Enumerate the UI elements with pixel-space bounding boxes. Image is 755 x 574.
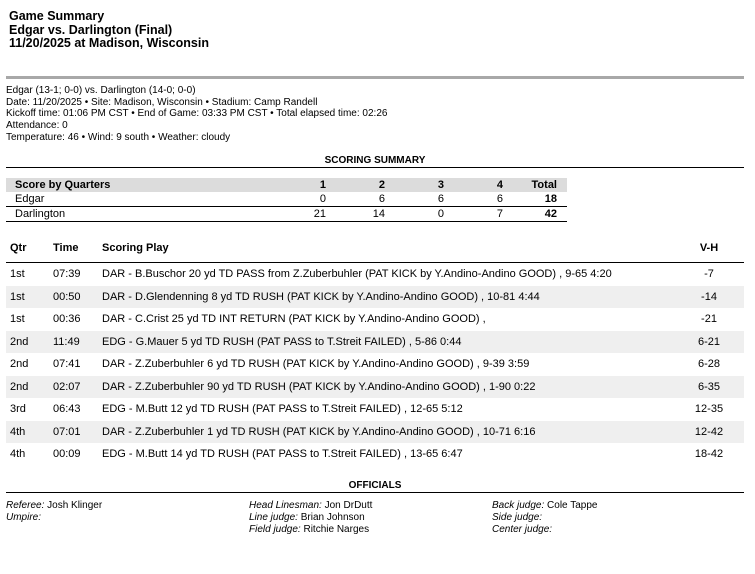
officials-title: OFFICIALS xyxy=(348,480,402,491)
play-score: 6-28 xyxy=(697,358,721,371)
date-location: 11/20/2025 at Madison, Wisconsin xyxy=(9,36,209,50)
col-header-play: Scoring Play xyxy=(102,239,674,263)
official-entry: Side judge: xyxy=(492,512,543,523)
header-divider xyxy=(6,76,744,79)
report-title: Game Summary xyxy=(9,9,105,23)
scoring-play-row xyxy=(6,398,744,421)
scoring-play-row xyxy=(6,421,744,444)
play-score: 12-42 xyxy=(674,421,744,444)
team-name: Edgar xyxy=(15,193,45,205)
weather: Temperature: 46 • Wind: 9 south • Weather: cloudy xyxy=(6,131,231,143)
attendance: Attendance: 0 xyxy=(6,120,68,132)
total-score: 18 xyxy=(544,193,557,205)
plays-header-row xyxy=(6,239,744,263)
quarter-score: 6 xyxy=(496,193,503,205)
play-score: 6-21 xyxy=(674,331,744,354)
official-entry: Field judge: Ritchie Narges xyxy=(249,524,370,535)
scoring-play-row xyxy=(6,353,744,376)
play-time: 06:43 xyxy=(53,403,81,416)
officials-column-1 xyxy=(6,500,102,524)
quarter-score: 7 xyxy=(496,208,503,220)
play-time: 00:09 xyxy=(53,448,81,461)
play-score: 18-42 xyxy=(694,448,724,461)
play-description: DAR - Z.Zuberbuhler 90 yd TD RUSH (PAT KICK by Y.Andino-Andino GOOD) , 1-90 0:22 xyxy=(102,376,674,399)
play-time: 07:41 xyxy=(53,358,81,371)
quarter-score: 21 xyxy=(313,208,326,220)
play-description: DAR - D.Glendenning 8 yd TD RUSH (PAT KICK by Y.Andino-Andino GOOD) , 10-81 4:44 xyxy=(102,286,674,309)
date-site: Date: 11/20/2025 • Site: Madison, Wisconsin • Stadium: Camp Randell xyxy=(6,96,318,108)
quarter-score: 6 xyxy=(437,193,444,205)
quarter-header-2: 2 xyxy=(378,179,385,191)
quarter-score: 6 xyxy=(378,193,385,205)
scoring-play-row xyxy=(6,443,744,466)
play-description: DAR - C.Crist 25 yd TD INT RETURN (PAT KICK by Y.Andino-Andino GOOD) , xyxy=(102,313,486,326)
play-quarter: 4th xyxy=(6,421,53,444)
official-entry: Center judge: xyxy=(492,524,553,535)
score-by-quarters-table xyxy=(6,178,567,222)
quarters-header-row xyxy=(6,178,567,192)
quarter-header-total: Total xyxy=(531,179,557,191)
play-quarter: 2nd xyxy=(6,331,53,354)
play-score: -14 xyxy=(674,286,744,309)
officials-column-3 xyxy=(492,500,597,536)
quarters-row-darlington xyxy=(6,207,567,222)
play-score: -7 xyxy=(704,268,714,281)
scoring-summary-title: SCORING SUMMARY xyxy=(324,155,426,166)
col-header-time: Time xyxy=(53,239,102,263)
play-description: DAR - Z.Zuberbuhler 1 yd TD RUSH (PAT KICK by Y.Andino-Andino GOOD) , 10-71 6:16 xyxy=(102,421,674,444)
official-entry: Umpire: xyxy=(6,512,42,523)
quarter-score: 0 xyxy=(319,193,326,205)
col-header-qtr: Qtr xyxy=(6,239,53,263)
play-score: 12-35 xyxy=(694,403,724,416)
play-score: -21 xyxy=(701,313,717,326)
scoring-play-row xyxy=(6,263,744,286)
play-score: 6-35 xyxy=(674,376,744,399)
report-header xyxy=(9,10,209,51)
scoring-summary-rule xyxy=(6,167,744,168)
game-info xyxy=(6,85,387,144)
scoring-play-row xyxy=(6,308,744,331)
official-entry: Head Linesman: Jon DrDutt xyxy=(249,500,373,511)
play-quarter: 2nd xyxy=(10,358,29,371)
game-times: Kickoff time: 01:06 PM CST • End of Game: 03:33 PM CST • Total elapsed time: 02:26 xyxy=(6,108,388,120)
play-quarter: 3rd xyxy=(10,403,26,416)
play-time: 11:49 xyxy=(53,331,102,354)
scoring-plays-table xyxy=(6,239,744,466)
play-description: EDG - M.Butt 12 yd TD RUSH (PAT PASS to T.Streit FAILED) , 12-65 5:12 xyxy=(102,403,463,416)
scoring-play-row xyxy=(6,331,744,354)
scoring-play-row xyxy=(6,376,744,399)
play-quarter: 1st xyxy=(10,268,25,281)
quarter-header-3: 3 xyxy=(437,179,444,191)
play-time: 02:07 xyxy=(53,376,102,399)
play-description: DAR - B.Buschor 20 yd TD PASS from Z.Zuberbuhler (PAT KICK by Y.Andino-Andino GOOD) , 9-65 4:20 xyxy=(102,268,612,281)
matchup-title: Edgar vs. Darlington (Final) xyxy=(9,22,173,37)
play-quarter: 1st xyxy=(10,313,25,326)
team-name: Darlington xyxy=(15,208,66,220)
play-description: EDG - G.Mauer 5 yd TD RUSH (PAT PASS to T.Streit FAILED) , 5-86 0:44 xyxy=(102,331,674,354)
play-quarter: 2nd xyxy=(6,376,53,399)
quarter-score: 0 xyxy=(437,208,444,220)
total-score: 42 xyxy=(544,208,557,220)
quarters-row-edgar xyxy=(6,192,567,207)
quarters-header-label: Score by Quarters xyxy=(15,179,111,191)
quarter-score: 14 xyxy=(372,208,385,220)
col-header-vh: V-H xyxy=(674,239,744,263)
official-entry: Referee: Josh Klinger xyxy=(6,500,103,511)
official-entry: Line judge: Brian Johnson xyxy=(249,512,365,523)
official-entry: Back judge: Cole Tappe xyxy=(492,500,598,511)
play-quarter: 4th xyxy=(10,448,26,461)
play-time: 07:39 xyxy=(53,268,81,281)
scoring-play-row xyxy=(6,286,744,309)
play-quarter: 1st xyxy=(6,286,53,309)
team-records: Edgar (13-1; 0-0) vs. Darlington (14-0; 0-0) xyxy=(6,85,196,96)
play-time: 00:36 xyxy=(53,313,81,326)
play-time: 07:01 xyxy=(53,421,102,444)
quarter-header-4: 4 xyxy=(496,179,503,191)
quarter-header-1: 1 xyxy=(319,179,326,191)
play-description: DAR - Z.Zuberbuhler 6 yd TD RUSH (PAT KICK by Y.Andino-Andino GOOD) , 9-39 3:59 xyxy=(102,358,530,371)
play-description: EDG - M.Butt 14 yd TD RUSH (PAT PASS to T.Streit FAILED) , 13-65 6:47 xyxy=(102,448,463,461)
officials-column-2 xyxy=(249,500,372,536)
play-time: 00:50 xyxy=(53,286,102,309)
officials-rule xyxy=(6,492,744,493)
